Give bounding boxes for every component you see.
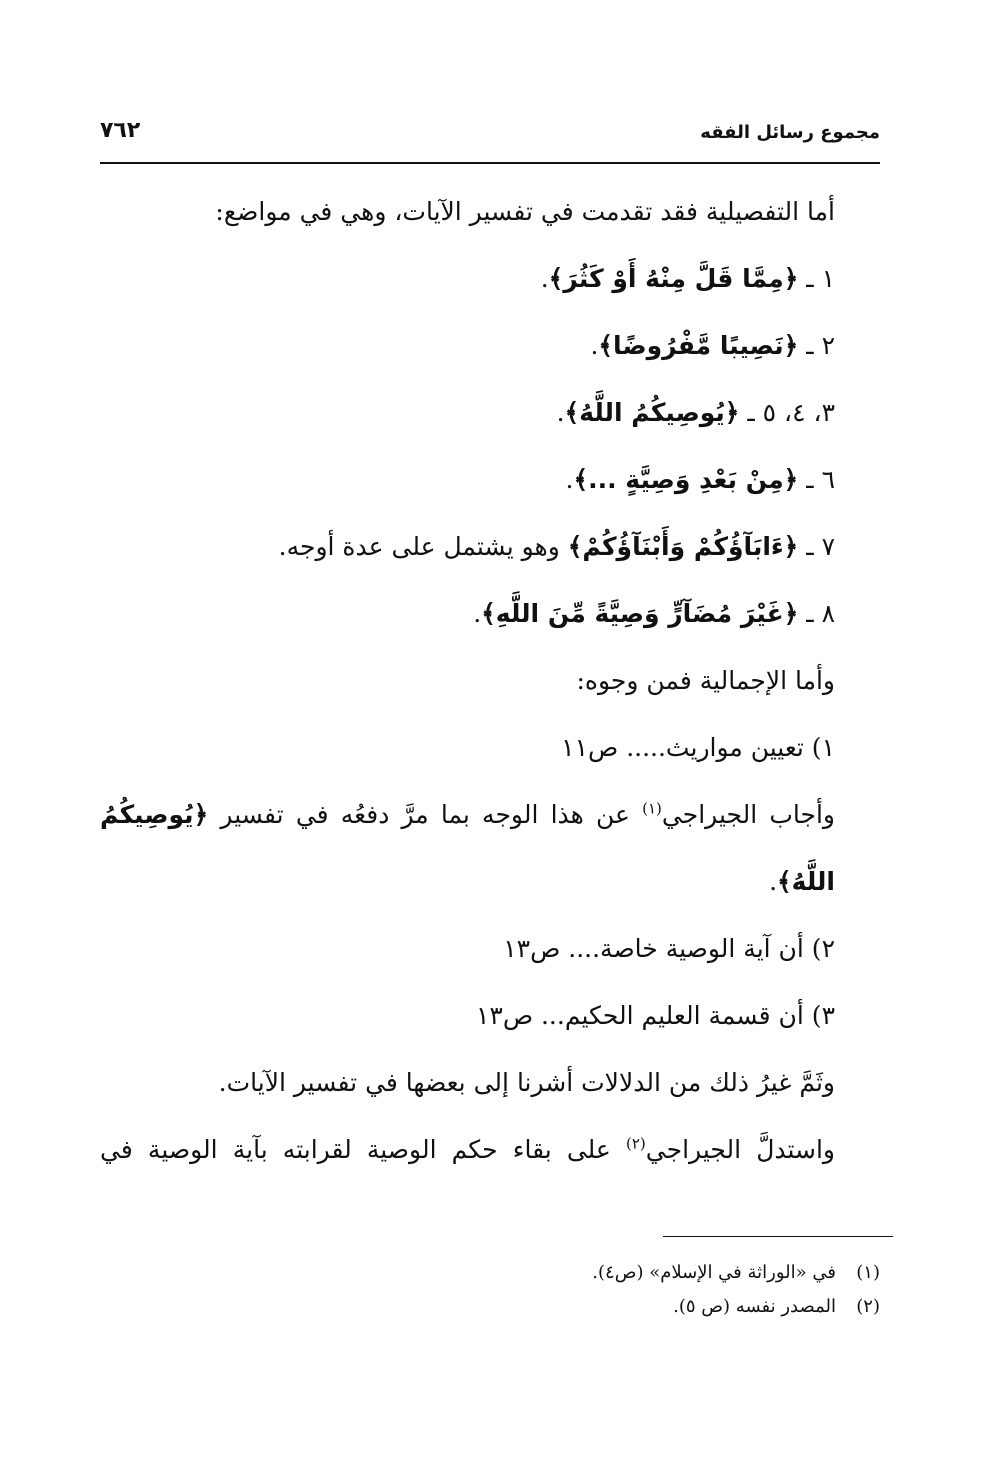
- point-3: ٣) أن قسمة العليم الحكيم... ص١٣: [475, 1001, 835, 1030]
- quran-verse: ﴿نَصِيبًا مَّفْرُوضًا﴾: [598, 331, 799, 360]
- footnote-number: (٢): [856, 1296, 880, 1317]
- reply-paragraph-end: [100, 848, 835, 915]
- reply-text-start: وأجاب الجيراجي: [661, 800, 835, 829]
- list-item: [100, 379, 835, 446]
- item-number: ٦ ـ: [798, 465, 835, 494]
- header-divider: [100, 162, 880, 164]
- reply-text-end: .: [769, 867, 778, 896]
- list-item: [100, 446, 835, 513]
- footnote-ref-1: (١): [642, 799, 662, 818]
- item-number: ٣، ٤، ٥ ـ: [739, 398, 835, 427]
- quran-verse: ﴿مِمَّا قَلَّ مِنْهُ أَوْ كَثُرَ﴾: [548, 264, 799, 293]
- point-2: ٢) أن آية الوصية خاصة.... ص١٣: [503, 934, 835, 963]
- list-item: [100, 312, 835, 379]
- quran-verse: ﴿ءَابَآؤُكُمْ وَأَبْنَآؤُكُمْ﴾: [567, 532, 799, 561]
- reply-text-middle: عن هذا الوجه بما مرَّ دفعُه في تفسير: [208, 800, 643, 829]
- quran-verse: ﴿غَيْرَ مُضَآرٍّ وَصِيَّةً مِّنَ اللَّهِ﴾: [481, 599, 799, 628]
- page-number: ٧٦٢: [100, 118, 141, 143]
- footnote-number: (١): [856, 1262, 880, 1283]
- item-suffix: وهو يشتمل على عدة أوجه.: [278, 532, 568, 561]
- page-header: [100, 118, 880, 158]
- item-number: ٨ ـ: [798, 599, 835, 628]
- item-number: ٧ ـ: [798, 532, 835, 561]
- item-suffix: .: [590, 331, 599, 360]
- book-title: مجموع رسائل الفقه: [700, 122, 880, 143]
- footnote-1: [100, 1256, 880, 1290]
- last-text-rest: على بقاء حكم الوصية لقرابته بآية الوصية في: [100, 1135, 626, 1164]
- list-item: [100, 580, 835, 647]
- footnote-text: في «الوراثة في الإسلام» (ص٤).: [592, 1262, 836, 1283]
- footnotes: [100, 1256, 880, 1324]
- item-number: ٢ ـ: [798, 331, 835, 360]
- footnote-text: المصدر نفسه (ص ٥).: [673, 1296, 836, 1317]
- quran-verse: ﴿يُوصِيكُمُ اللَّهُ﴾: [564, 398, 740, 427]
- quran-verse: ﴿يُوصِيكُمُ: [100, 800, 209, 829]
- footnote-divider: [663, 1236, 893, 1237]
- item-suffix: .: [473, 599, 482, 628]
- main-text: [100, 178, 835, 1183]
- general-intro-line: وأما الإجمالية فمن وجوه:: [576, 666, 835, 695]
- other-evidence-line: وثَمَّ غيرُ ذلك من الدلالات أشرنا إلى بعضها في تفسير الآيات.: [218, 1068, 835, 1097]
- footnote-ref-2: (٢): [626, 1134, 646, 1153]
- quran-verse: ﴿مِنْ بَعْدِ وَصِيَّةٍ ...﴾: [573, 465, 799, 494]
- item-number: ١ ـ: [798, 264, 835, 293]
- quran-verse: اللَّهُ﴾: [777, 867, 835, 896]
- item-suffix: .: [565, 465, 574, 494]
- last-paragraph-line: [100, 1116, 835, 1183]
- footnote-2: [100, 1290, 880, 1324]
- last-text-start: واستدلَّ الجيراجي: [645, 1135, 835, 1164]
- item-suffix: .: [556, 398, 565, 427]
- reply-paragraph-line: [100, 781, 835, 848]
- point-1: ١) تعيين مواريث..... ص١١: [561, 733, 835, 762]
- list-item: [100, 513, 835, 580]
- item-suffix: .: [540, 264, 549, 293]
- intro-line: أما التفصيلية فقد تقدمت في تفسير الآيات، وهي في مواضع:: [215, 197, 835, 226]
- list-item: [100, 245, 835, 312]
